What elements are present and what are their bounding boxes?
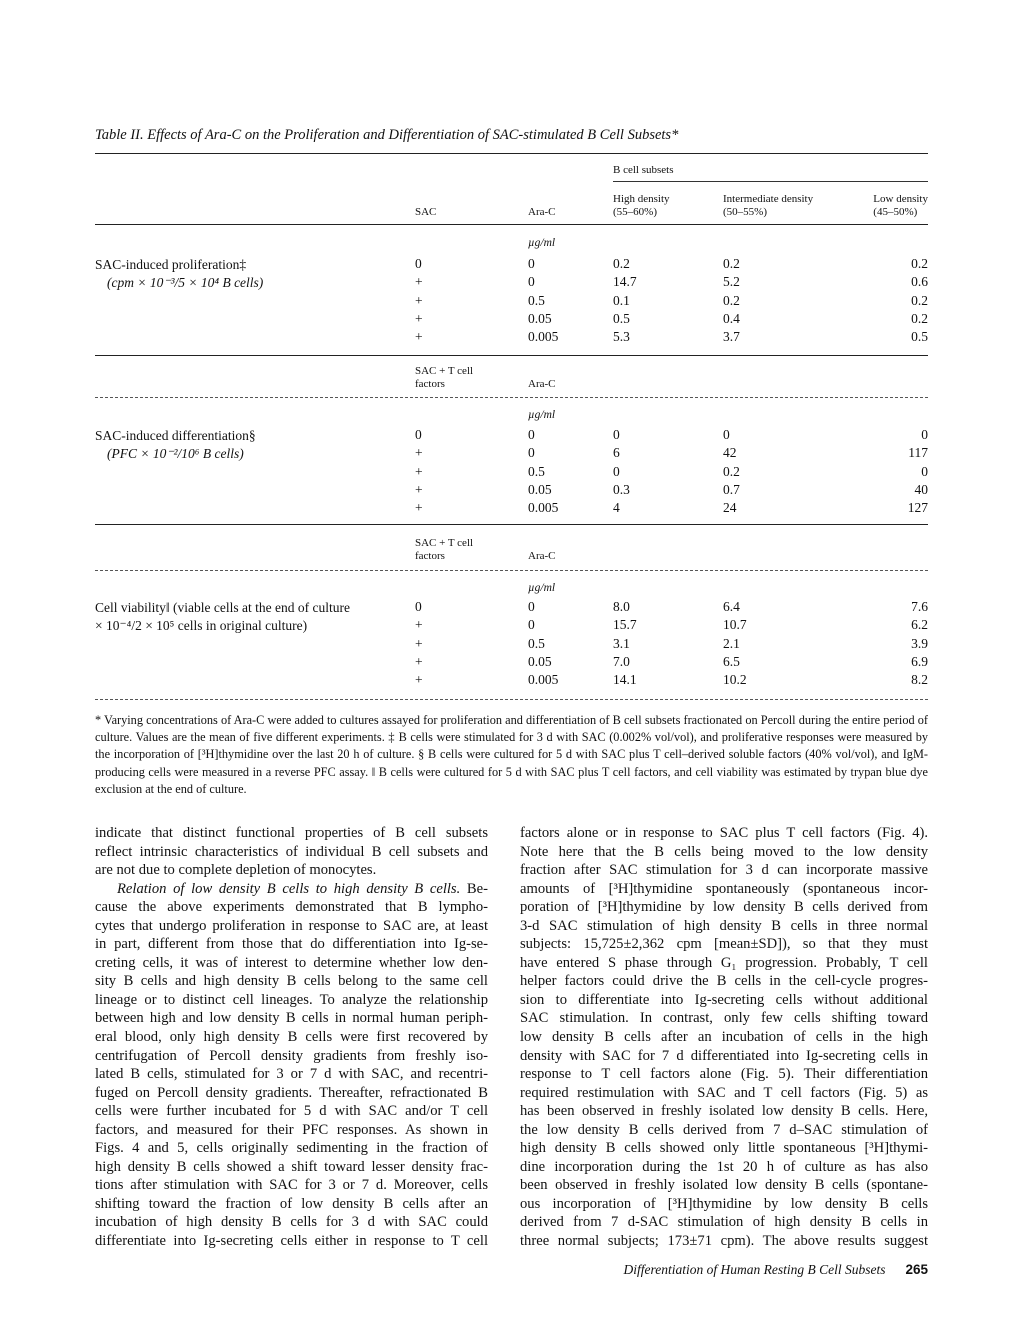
text-line: have entered S phase through G₁ progression. Probably, T cell <box>520 954 928 971</box>
table-cell: 0.5 <box>528 463 545 479</box>
text-line: between high and low density B cells in normal human periph- <box>95 1010 488 1027</box>
table-cell: 0.7 <box>723 481 740 497</box>
table-cell: 0.2 <box>723 463 740 479</box>
table-cell: 3.7 <box>723 329 740 345</box>
text-line: fuged on Percoll density gradients. Thereafter, refractionated B <box>95 1084 488 1101</box>
table-cell: 127 <box>907 500 928 516</box>
table-cell: 0.6 <box>911 274 928 290</box>
table-cell: 0 <box>921 463 928 479</box>
col-intermediate-range: (50–55%) <box>723 206 767 218</box>
table-cell: + <box>415 274 423 290</box>
table-cell: + <box>415 292 423 308</box>
text-line: tions after stimulation with SAC for 3 or 7 d. Moreover, cells <box>95 1177 488 1194</box>
table-cell: 6.2 <box>911 617 928 633</box>
section-heading: Relation of low density B cells to high density B cells. <box>117 880 461 897</box>
table-cell: 4 <box>613 500 620 516</box>
table-cell: + <box>415 635 423 651</box>
table-cell: 0.05 <box>528 653 552 669</box>
table-cell: 7.0 <box>613 653 630 669</box>
table-cell: 0.1 <box>613 292 630 308</box>
unit-label: µg/ml <box>528 409 556 421</box>
running-footer <box>623 1262 928 1278</box>
table-cell: 5.3 <box>613 329 630 345</box>
text-line: factors alone or in response to SAC plus T cell factors (Fig. 4). <box>520 825 928 841</box>
section-header-arac: Ara-C <box>528 550 556 562</box>
table-cell: 5.2 <box>723 274 740 290</box>
table-cell: 24 <box>723 500 737 516</box>
section-header-rule <box>95 570 928 571</box>
table-cell: 0.5 <box>911 329 928 345</box>
col-arac: Ara-C <box>528 206 556 218</box>
table-cell: 8.0 <box>613 599 630 614</box>
group-header-rule <box>613 181 928 182</box>
row-group-units: × 10⁻⁴/2 × 10⁵ cells in original culture) <box>95 618 308 633</box>
table-cell: 0 <box>613 463 620 479</box>
text-line: ous incorporation of [³H]thymidine by low density B cells <box>520 1195 928 1212</box>
text-line: cause the above experiments demonstrated that B lympho- <box>95 899 488 916</box>
text-line: are not due to complete depletion of monocytes. <box>95 862 377 879</box>
table-title: Table II. Effects of Ara-C on the Proliferation and Differentiation of SAC-stimulated B Cell Subsets* <box>95 127 679 143</box>
table-cell: 0.3 <box>613 481 630 497</box>
table-cell: 0.005 <box>528 672 559 688</box>
table-cell: 42 <box>723 445 737 461</box>
text-line: centrifugation of Percoll density gradients from freshly iso- <box>95 1047 488 1064</box>
table-cell: 0.05 <box>528 481 552 497</box>
text-line: cytes that undergo proliferation in response to SAC are, at least <box>95 917 488 934</box>
text-line: low density B cells after an incubation of cells in the high <box>520 1029 928 1046</box>
text-line: reflect intrinsic characteristics of individual B cell subsets and <box>95 843 488 860</box>
col-low <box>873 193 928 219</box>
header-sac-line: factors <box>415 378 445 390</box>
text-line: has been observed in freshly isolated low density B cells. Here, <box>520 1103 928 1120</box>
table-cell: + <box>415 463 423 479</box>
table-cell: 0.05 <box>528 310 552 326</box>
row-group-units: (cpm × 10⁻³/5 × 10⁴ B cells) <box>107 275 264 290</box>
text-line: indicate that distinct functional properties of B cell subsets <box>95 825 488 841</box>
col-sac: SAC <box>415 206 437 218</box>
table-top-rule <box>95 153 928 154</box>
table-footnote: * Varying concentrations of Ara-C were added to cultures assayed for proliferation and differentiation of B cell subsets fractionated on Percoll during the entire period of culture. Values are the mean of five different experiments. ‡ B cells were stimulated for 3 d with SAC (0.002% vol/vol), and proliferative responses were measured by the incorporation of [³H]thymidine over the last 20 h of culture. § B cells were cultured for 5 d with SAC plus T cell–derived soluble factors (40% vol/vol), and IgM-producing cells were measured in a reverse PFC assay. ‖ B cells were cultured for 5 d with SAC plus T cell factors, and cell viability was estimated by trypan blue dye exclusion at the end of culture. <box>95 713 928 796</box>
row-group-title: SAC-induced proliferation‡ <box>95 257 247 272</box>
text-line: high density B cells showed a shift toward lesser density frac- <box>95 1158 488 1175</box>
text-line: density with SAC for 7 d differentiated into Ig-secreting cells in <box>520 1047 928 1064</box>
section-header-rule <box>95 397 928 398</box>
table-cell: 0.2 <box>911 256 928 271</box>
table-cell: + <box>415 481 423 497</box>
text-line-rest: Be- <box>460 880 488 897</box>
table-cell: 0.005 <box>528 329 559 345</box>
text-line: fraction after SAC stimulation for 3 d can incorporate massive <box>520 862 928 879</box>
table-cell: 0 <box>415 256 422 271</box>
table-cell: 0.5 <box>528 635 545 651</box>
table-cell: 0 <box>613 427 620 442</box>
text-line: differentiate into Ig-secreting cells either in response to T cell <box>95 1233 488 1250</box>
table-cell: 40 <box>914 481 928 497</box>
section-rule <box>95 355 928 356</box>
table-cell: + <box>415 653 423 669</box>
text-line: Note here that the B cells being moved to the low density <box>520 843 928 860</box>
table-bottom-rule <box>95 699 928 700</box>
table-cell: 0 <box>528 256 535 271</box>
table-cell: + <box>415 500 423 516</box>
table-cell: 0 <box>723 427 730 442</box>
col-high-range: (55–60%) <box>613 206 657 218</box>
text-line <box>95 880 488 899</box>
table-cell: 10.7 <box>723 617 747 633</box>
table-cell: 0.2 <box>723 292 740 308</box>
text-line: factors, and measured for their PFC responses. As shown in <box>95 1121 488 1138</box>
text-line: sity B cells and high density B cells belong to the same cell <box>95 973 488 990</box>
text-line: derived from 7 d-SAC stimulation of high density B cells in <box>520 1214 928 1231</box>
table-cell: + <box>415 672 423 688</box>
running-footer-title: Differentiation of Human Resting B Cell Subsets <box>623 1262 886 1277</box>
table-cell: + <box>415 310 423 326</box>
text-line: three normal subjects; 173±71 cpm). The above results suggest <box>520 1233 928 1250</box>
table-cell: 14.1 <box>613 672 637 688</box>
text-line: Figs. 4 and 5, cells originally sedimenting in the fraction of <box>95 1140 488 1157</box>
table-cell: 0 <box>528 427 535 442</box>
table-cell: 14.7 <box>613 274 637 290</box>
table-cell: 0 <box>415 599 422 614</box>
table-cell: 0 <box>528 274 535 290</box>
group-header: B cell subsets <box>613 164 674 176</box>
text-line: SAC stimulation. In contrast, only few cells shifting toward <box>520 1010 928 1027</box>
table-cell: 3.9 <box>911 635 928 651</box>
table-cell: + <box>415 329 423 345</box>
row-group-label <box>95 427 256 463</box>
text-line: lineage or to distinct cell lineages. To analyze the relationship <box>95 991 488 1008</box>
table-cell: 0 <box>528 445 535 461</box>
header-rule <box>95 224 928 225</box>
row-group-label <box>95 599 350 635</box>
table-cell: 0 <box>528 599 535 614</box>
col-high-label: High density <box>613 193 670 205</box>
text-line: helper factors could drive the B cells in the cell-cycle progres- <box>520 973 928 990</box>
page-number: 265 <box>905 1262 928 1277</box>
row-group-title: Cell viability‖ (viable cells at the end of culture <box>95 600 350 615</box>
table-cell: 0.4 <box>723 310 740 326</box>
text-line: sion to differentiate into Ig-secreting cells without additional <box>520 991 928 1008</box>
unit-label: µg/ml <box>528 582 556 594</box>
col-low-label: Low density <box>873 193 928 205</box>
table-cell: 0.2 <box>911 292 928 308</box>
table-cell: 0 <box>528 617 535 633</box>
text-line: eral blood, only high density B cells were first recovered by <box>95 1029 488 1046</box>
text-line: dine incorporation during the 1st 20 h of culture as has also <box>520 1158 928 1175</box>
row-group-units: (PFC × 10⁻²/10⁶ B cells) <box>107 446 244 461</box>
text-line: shifting toward the fraction of low density B cells after an <box>95 1195 488 1212</box>
section-header-sac <box>415 537 473 563</box>
header-sac-line: SAC + T cell <box>415 365 474 377</box>
table-cell: 0.2 <box>723 256 740 271</box>
body-column-left <box>95 824 488 1251</box>
body-column-right <box>520 824 928 1251</box>
table-cell: 6.5 <box>723 653 740 669</box>
col-high <box>613 193 670 219</box>
table-cell: 3.1 <box>613 635 630 651</box>
row-group-label <box>95 256 263 292</box>
text-line: been observed in freshly isolated low density B cells (spontane- <box>520 1177 928 1194</box>
table-cell: 0 <box>921 427 928 442</box>
table-cell: 6 <box>613 445 620 461</box>
header-sac-line: SAC + T cell <box>415 537 474 549</box>
text-line: poration of [³H]thymidine by low density B cells derived from <box>520 899 928 916</box>
text-line: in part, different from those that do differentiation into Ig-se- <box>95 936 488 953</box>
text-line: 3-d SAC stimulation of high density B cells in three normal <box>520 917 928 934</box>
text-line: subjects: 15,725±2,362 cpm [mean±SD]), so that they must <box>520 936 928 953</box>
col-intermediate <box>723 193 813 219</box>
text-line: required restimulation with SAC and T cell factors (Fig. 5) as <box>520 1084 928 1101</box>
table-cell: 6.9 <box>911 653 928 669</box>
col-low-range: (45–50%) <box>873 206 918 218</box>
row-group-title: SAC-induced differentiation§ <box>95 428 256 443</box>
text-line: response to T cell factors alone (Fig. 5). Their differentiation <box>520 1066 928 1083</box>
col-intermediate-label: Intermediate density <box>723 193 814 205</box>
section-rule <box>95 524 928 525</box>
table-cell: 0.2 <box>911 310 928 326</box>
table-cell: 0.5 <box>613 310 630 326</box>
table-cell: 6.4 <box>723 599 740 614</box>
header-sac-line: factors <box>415 550 445 562</box>
section-header-sac <box>415 365 473 391</box>
table-cell: 0.2 <box>613 256 630 271</box>
text-line: cells were further incubated for 5 d with SAC and/or T cell <box>95 1103 488 1120</box>
table-cell: 0.005 <box>528 500 559 516</box>
table-cell: + <box>415 445 423 461</box>
table-cell: + <box>415 617 423 633</box>
text-line: high density B cells showed only little spontaneous [³H]thymi- <box>520 1140 928 1157</box>
text-line: amounts of [³H]thymidine spontaneously (spontaneous incor- <box>520 880 928 897</box>
text-line: the low density B cells derived from 7 d–SAC stimulation of <box>520 1121 928 1138</box>
table-cell: 10.2 <box>723 672 747 688</box>
text-line: incubation of high density B cells for 3 d with SAC could <box>95 1214 488 1231</box>
text-line: creting cells, it was of interest to determine whether low den- <box>95 954 488 971</box>
table-cell: 0.5 <box>528 292 545 308</box>
table-cell: 117 <box>908 445 928 461</box>
table-cell: 0 <box>415 427 422 442</box>
section-header-arac: Ara-C <box>528 378 556 390</box>
unit-label: µg/ml <box>528 237 556 249</box>
table-cell: 15.7 <box>613 617 637 633</box>
table-cell: 8.2 <box>911 672 928 688</box>
table-cell: 7.6 <box>911 599 928 614</box>
table-cell: 2.1 <box>723 635 740 651</box>
text-line: lated B cells, stimulated for 3 or 7 d with SAC, and recentri- <box>95 1066 488 1083</box>
